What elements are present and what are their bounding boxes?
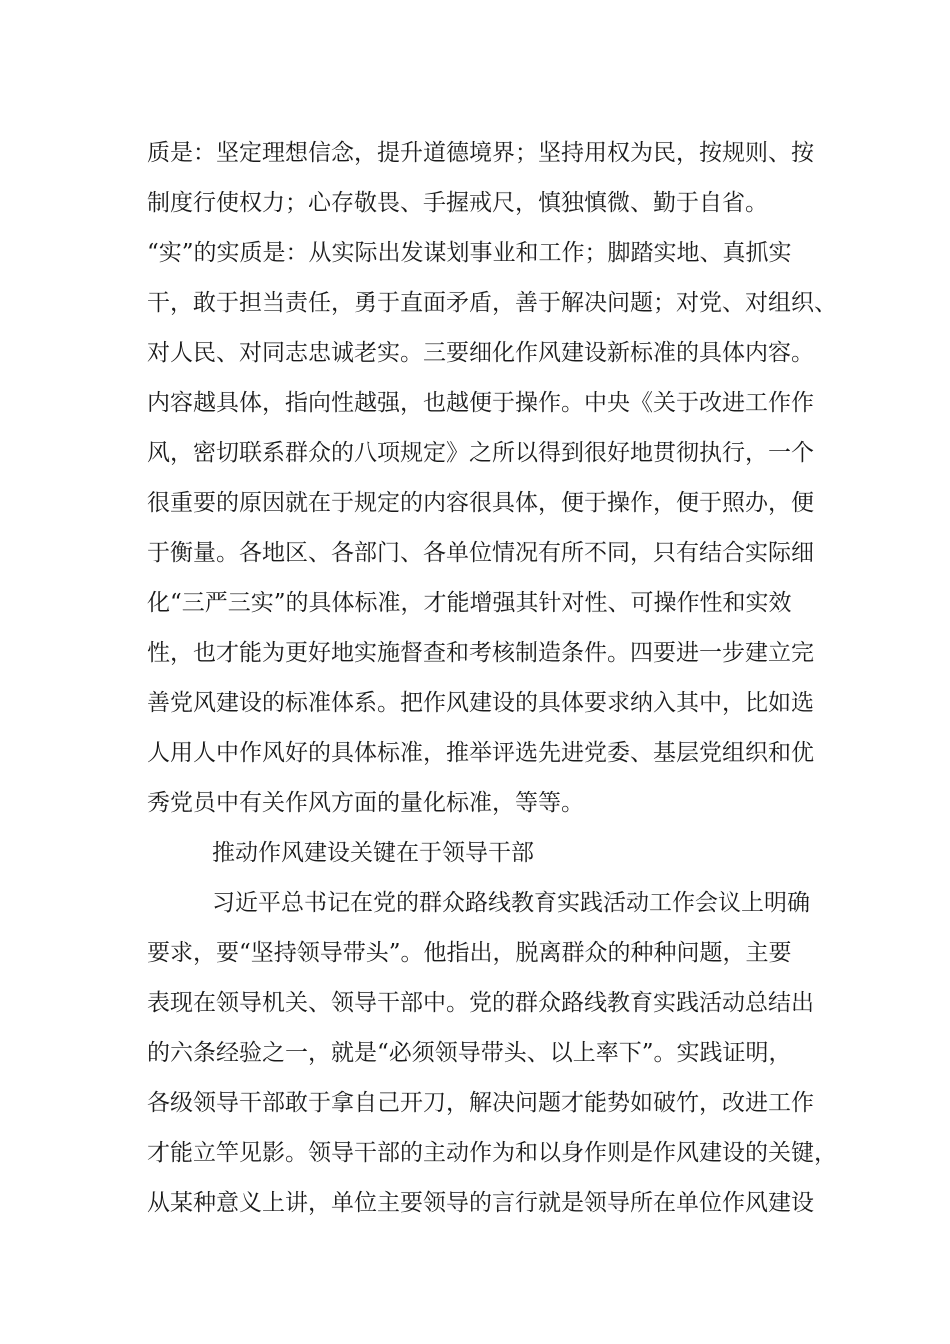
body-text-line: 的六条经验之一，就是“必须领导带头、以上率下”。实践证明， [147, 1040, 792, 1066]
body-text-line: 习近平总书记在党的群众路线教育实践活动工作会议上明确 [212, 890, 810, 916]
body-text-line: 干，敢于担当责任，勇于直面矛盾，善于解决问题；对党、对组织、 [147, 290, 837, 316]
body-text-line: 善党风建设的标准体系。把作风建设的具体要求纳入其中，比如选 [147, 690, 814, 716]
body-text-line: 于衡量。各地区、各部门、各单位情况有所不同，只有结合实际细 [147, 540, 814, 566]
body-text-line: 风，密切联系群众的八项规定》之所以得到很好地贯彻执行，一个 [147, 440, 814, 466]
body-text-line: 很重要的原因就在于规定的内容很具体，便于操作，便于照办，便 [147, 490, 814, 516]
body-text-line: 对人民、对同志忠诚老实。三要细化作风建设新标准的具体内容。 [147, 340, 814, 366]
body-text-line: 表现在领导机关、领导干部中。党的群众路线教育实践活动总结出 [147, 990, 814, 1016]
section-heading: 推动作风建设关键在于领导干部 [212, 840, 534, 866]
body-text-line: 化“三严三实”的具体标准，才能增强其针对性、可操作性和实效 [147, 590, 792, 616]
body-text-line: 才能立竿见影。领导干部的主动作为和以身作则是作风建设的关键， [147, 1140, 837, 1166]
body-text-line: 从某种意义上讲，单位主要领导的言行就是领导所在单位作风建设 [147, 1190, 814, 1216]
body-text-line: 质是：坚定理想信念，提升道德境界；坚持用权为民，按规则、按 [147, 140, 814, 166]
body-text-line: 要求，要“坚持领导带头”。他指出，脱离群众的种种问题，主要 [147, 940, 792, 966]
body-text-line: 秀党员中有关作风方面的量化标准，等等。 [147, 790, 584, 816]
body-text-line: “实”的实质是：从实际出发谋划事业和工作；脚踏实地、真抓实 [147, 240, 792, 266]
body-text-line: 制度行使权力；心存敬畏、手握戒尺，慎独慎微、勤于自省。 [147, 190, 768, 216]
body-text-line: 人用人中作风好的具体标准，推举评选先进党委、基层党组织和优 [147, 740, 814, 766]
body-text-line: 性，也才能为更好地实施督查和考核制造条件。四要进一步建立完 [147, 640, 814, 666]
body-text-line: 内容越具体，指向性越强，也越便于操作。中央《关于改进工作作 [147, 390, 814, 416]
body-text-line: 各级领导干部敢于拿自己开刀，解决问题才能势如破竹，改进工作 [147, 1090, 814, 1116]
